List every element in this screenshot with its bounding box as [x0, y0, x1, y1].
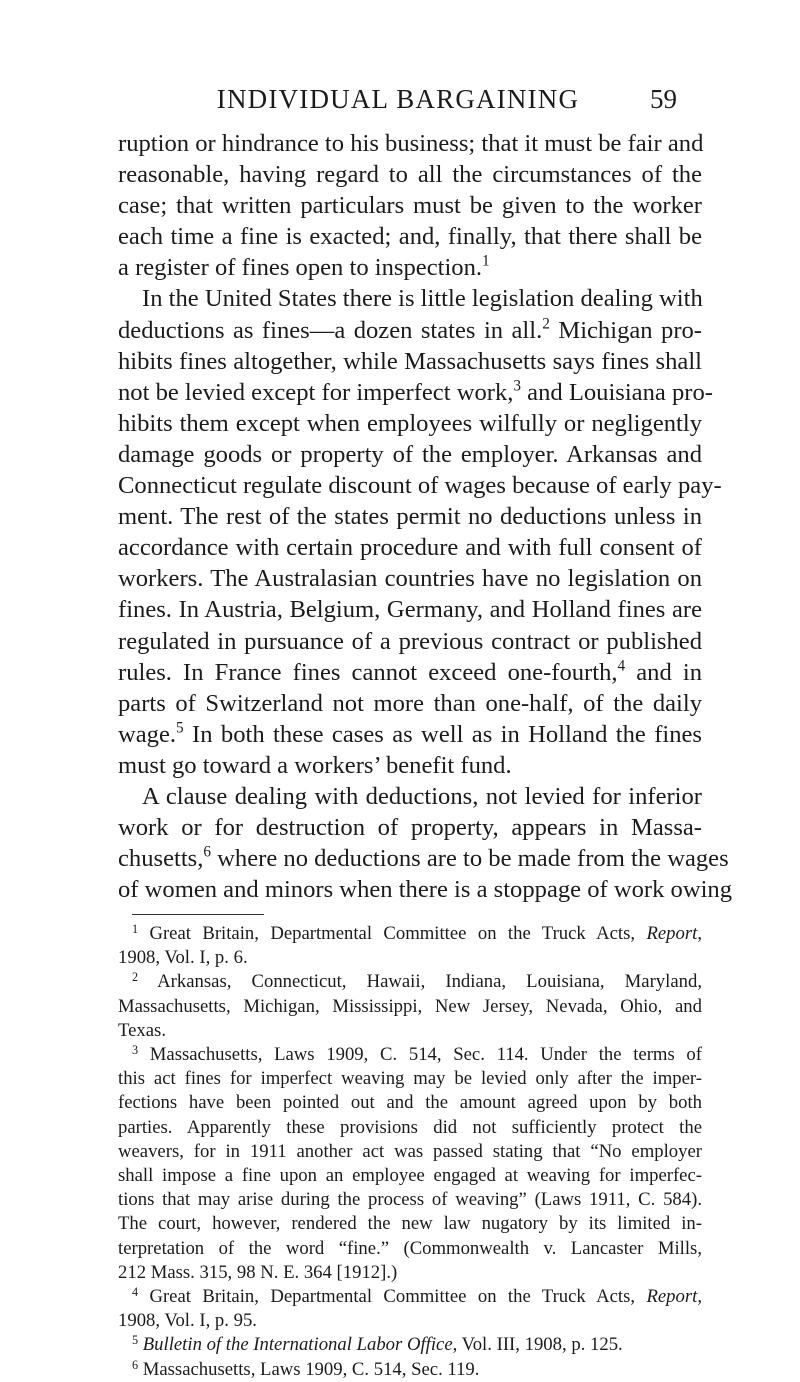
text-run: A clause dealing with deductions, not levied for inferior — [142, 782, 702, 810]
footnote-line: shall impose a fine upon an employee engaged at weaving for imperfec- — [118, 1165, 702, 1187]
text-run: hibits fines altogether, while Massachusetts says fines shall — [118, 347, 702, 375]
text-line — [118, 439, 702, 470]
footnote-line — [118, 970, 702, 994]
text-line — [118, 688, 702, 719]
text-run: case; that written particulars must be given to the worker — [118, 192, 702, 220]
text-run: damage goods or property of the employer. Arkansas and — [118, 440, 702, 468]
footnote-number: 3 — [132, 1042, 139, 1057]
text-run: must go toward a workers’ benefit fund. — [118, 751, 512, 779]
text-run: not be levied except for imperfect work, — [118, 378, 514, 406]
text-run: workers. The Australasian countries have no legislation on — [118, 565, 702, 593]
footnote-line — [118, 922, 702, 946]
text-run: and in — [625, 658, 702, 686]
text-line — [118, 657, 702, 688]
text-run: work or for destruction of property, appears in Massa- — [118, 814, 702, 842]
text-line — [118, 781, 702, 812]
footnote-line: Massachusetts, Michigan, Mississippi, New Jersey, Nevada, Ohio, and — [118, 995, 702, 1017]
text-run: wage. — [118, 720, 177, 748]
text-run: In both these cases as well as in Holland the fines — [183, 720, 702, 748]
footnote-marker: 6 — [203, 843, 212, 861]
text-line — [118, 626, 702, 657]
text-run: parts of Switzerland not more than one-half, of the daily — [118, 689, 702, 717]
text-run: where no deductions are to be made from the wages — [211, 845, 729, 873]
text-line — [118, 128, 702, 159]
footnote-number: 4 — [132, 1284, 139, 1299]
footnote-marker: 2 — [542, 315, 550, 333]
text-line — [118, 719, 702, 750]
footnote-number: 2 — [132, 970, 139, 985]
footnote-line: Texas. — [118, 1019, 166, 1041]
footnote-text: Massachusetts, Laws 1909, C. 514, Sec. 119. — [142, 1358, 480, 1380]
text-line — [118, 843, 729, 874]
text-run: of women and minors when there is a stoppage of work owing — [118, 876, 733, 904]
text-line — [118, 315, 702, 346]
text-line — [118, 408, 702, 439]
footnote-line — [118, 1043, 702, 1067]
text-run: chusetts, — [118, 845, 204, 873]
footnote-line: 1908, Vol. I, p. 95. — [118, 1310, 257, 1332]
footnote-title: Bulletin of the International Labor Office — [142, 1334, 453, 1356]
footnote-line — [118, 1333, 702, 1357]
text-run: fines. In Austria, Belgium, Germany, and Holland fines are — [118, 596, 702, 624]
footnote-text: , Vol. III, 1908, p. 125. — [452, 1334, 623, 1356]
footnote-text: Massachusetts, Laws 1909, C. 514, Sec. 114. Under the terms of — [149, 1044, 702, 1066]
text-run: In the United States there is little legislation dealing with — [142, 285, 703, 313]
footnote-text: , — [697, 1286, 702, 1308]
text-line — [118, 283, 702, 314]
footnote-line: terpretation of the word “fine.” (Commonwealth v. Lancaster Mills, — [118, 1237, 702, 1259]
text-run: rules. In France fines cannot exceed one-fourth, — [118, 658, 618, 686]
footnote-text: Arkansas, Connecticut, Hawaii, Indiana, Louisiana, Maryland, — [157, 971, 702, 993]
text-run: and Louisiana pro- — [521, 378, 713, 406]
footnote-marker: 4 — [617, 657, 626, 675]
text-run: ment. The rest of the states permit no deductions unless in — [118, 503, 702, 531]
text-line — [118, 594, 702, 625]
footnote-number: 6 — [132, 1357, 139, 1372]
text-run: ruption or hindrance to his business; that it must be fair and — [118, 130, 704, 157]
text-line — [118, 346, 702, 377]
footnote-number: 5 — [132, 1333, 139, 1348]
footnote-rule — [132, 914, 264, 915]
text-line — [118, 532, 702, 563]
text-run: deductions as fines—a dozen states in all. — [118, 316, 543, 344]
text-run: Michigan pro- — [549, 316, 702, 344]
page-number: 59 — [650, 84, 677, 114]
footnote-line: fections have been pointed out and the amount agreed upon by both — [118, 1092, 702, 1114]
text-line — [118, 377, 713, 408]
text-line — [118, 252, 702, 283]
footnote-line: 212 Mass. 315, 98 N. E. 364 [1912].) — [118, 1261, 398, 1283]
running-head: INDIVIDUAL BARGAINING — [216, 84, 580, 114]
body-text — [118, 128, 733, 905]
footnote-text: Great Britain, Departmental Committee on the Truck Acts, — [149, 1286, 647, 1308]
footnote-text: Great Britain, Departmental Committee on the Truck Acts, — [149, 923, 647, 944]
footnote-title: Report — [646, 1286, 698, 1308]
footnote-marker: 1 — [482, 252, 490, 270]
text-line — [118, 812, 702, 843]
text-run: a register of fines open to inspection. — [118, 254, 483, 282]
footnote-line: weavers, for in 1911 another act was passed stating that “No employer — [118, 1140, 702, 1162]
text-line — [118, 221, 702, 252]
text-line — [118, 159, 702, 190]
footnotes — [118, 922, 702, 1382]
footnote-marker: 5 — [176, 719, 184, 737]
text-run: accordance with certain procedure and with full consent of — [118, 534, 702, 562]
footnote-line — [118, 1358, 702, 1382]
footnote-number: 1 — [132, 921, 139, 936]
text-line — [118, 501, 702, 532]
text-run: regulated in pursuance of a previous contract or published — [118, 627, 702, 655]
footnote-line — [118, 1285, 702, 1309]
text-line — [118, 470, 722, 501]
footnote-marker: 3 — [513, 377, 522, 395]
text-run: Connecticut regulate discount of wages because of early pay- — [118, 472, 722, 500]
text-line — [118, 563, 702, 594]
footnote-line: parties. Apparently these provisions did not sufficiently protect the — [118, 1116, 702, 1138]
text-line — [118, 874, 733, 905]
footnote-title: Report — [646, 923, 698, 944]
footnote-line: this act fines for imperfect weaving may be levied only after the imper- — [118, 1068, 702, 1090]
footnote-line: The court, however, rendered the new law nugatory by its limited in- — [118, 1213, 702, 1235]
footnote-line: 1908, Vol. I, p. 6. — [118, 947, 248, 969]
text-line — [118, 190, 702, 221]
text-run: reasonable, having regard to all the circumstances of the — [118, 161, 702, 189]
text-run: each time a fine is exacted; and, finally, that there shall be — [118, 223, 702, 251]
footnote-line: tions that may arise during the process of weaving” (Laws 1911, C. 584). — [118, 1189, 702, 1211]
text-line — [118, 750, 702, 781]
text-run: hibits them except when employees wilfully or negligently — [118, 409, 702, 437]
footnote-text: , — [697, 923, 702, 944]
